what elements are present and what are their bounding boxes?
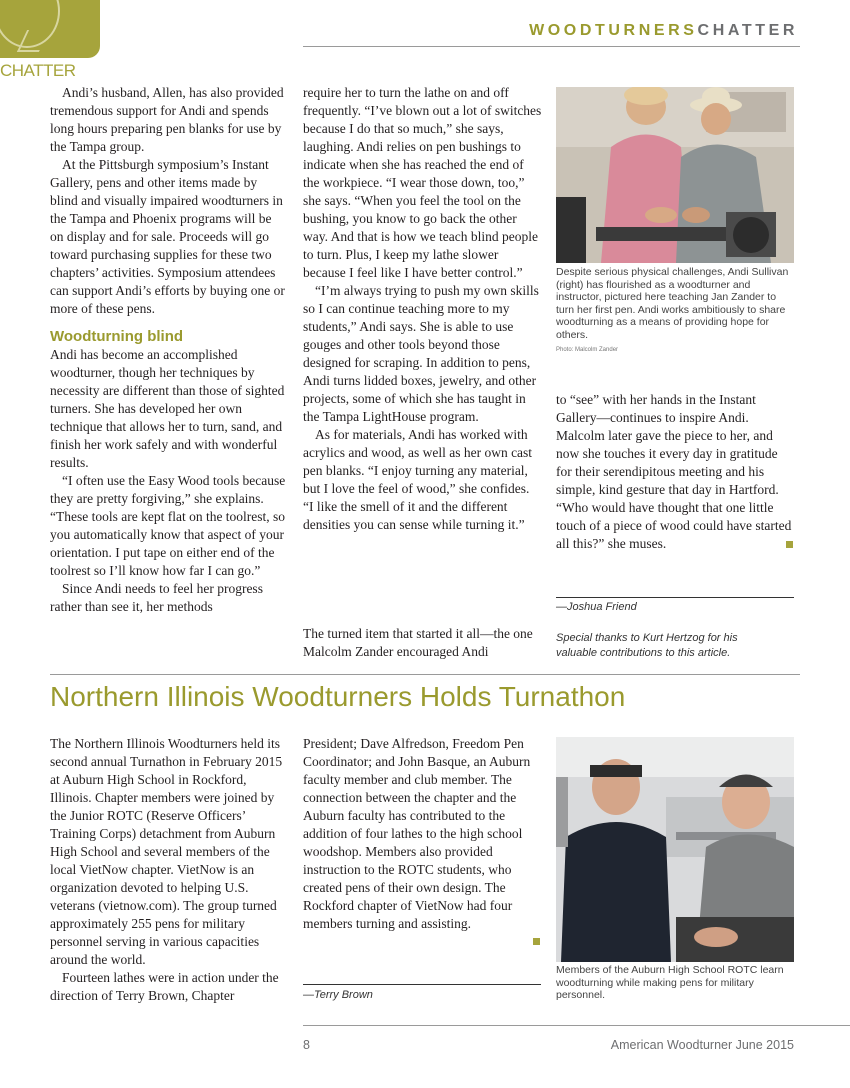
photo-credit: Photo: Malcolm Zander <box>556 347 619 353</box>
paragraph: “I often use the Easy Wood tools because they are pretty forgiving,” she explains. “These tools are kept flat on the toolrest, so you automatically know that aspect of your orientation. I put tape on either end of the toolrest so I’ll know how far I can go.” <box>50 473 286 578</box>
section-title-part1: WOODTURNERS <box>529 22 698 39</box>
photo-caption: Members of the Auburn High School ROTC learn woodturning while making pens for military personnel. <box>556 964 784 1001</box>
article1-column1 <box>50 84 286 616</box>
subheading: Woodturning blind <box>50 328 184 345</box>
signature-rule <box>556 597 794 598</box>
paragraph: to “see” with her hands in the Instant Gallery—continues to inspire Andi. Malcolm later gave the piece to her, and now she touches it every day in gratitude for their serendipitous meeting and his simple, kind gesture that day in Hartford. “Who would have thought that one little touch of a piece of wood could have started all this?” she muses. <box>556 392 792 551</box>
article1-column3 <box>556 391 796 553</box>
paragraph: At the Pittsburgh symposium’s Instant Gallery, pens and other items made by blind and visually impaired woodturners in the Tampa and Phoenix programs will be on display and for sale. Proceeds will go toward purchasing supplies for these two chapters’ activities. Symposium attendees can support Andi’s efforts by buying one or more of these pens. <box>50 157 285 316</box>
paragraph: President; Dave Alfredson, Freedom Pen Coordinator; and John Basque, an Auburn faculty member and club member. The connection between the chapter and the Auburn faculty has contributed to the addition of four lathes to the high school woodshop. Members also provided instruction to the ROTC students, who created pens of their own design. The Rockford chapter of VietNow had four members turning and assisting. <box>303 736 531 931</box>
article1-column2 <box>303 84 543 534</box>
author-signature: —Joshua Friend <box>556 601 637 613</box>
paragraph: “I’m always trying to push my own skills so I can continue teaching more to my students,” Andi says. She is able to use gouges and other tools beyond those designed for scraping. In addition to pens, Andi turns lidded boxes, jewelry, and other projects, some of which she has taught in the Tampa LightHouse program. <box>303 283 539 424</box>
publication-info: American Woodturner June 2015 <box>610 1038 794 1052</box>
rotc-students-photo <box>556 737 794 962</box>
paragraph: As for materials, Andi has worked with acrylics and wood, as well as her own cast pen blanks. “I enjoy turning any material, but I love the feel of wood,” she confides. “I like the smell of it and the different densities you can sense while turning it.” <box>303 427 533 532</box>
footer-divider <box>303 1025 850 1026</box>
section-title-part2: CHATTER <box>697 22 798 39</box>
author-signature: —Terry Brown <box>303 989 373 1001</box>
page-number: 8 <box>303 1038 310 1052</box>
article2-column1 <box>50 735 286 1005</box>
paragraph: Since Andi needs to feel her progress rather than see it, her methods <box>50 581 263 614</box>
paragraph: Fourteen lathes were in action under the direction of Terry Brown, Chapter <box>50 970 279 1003</box>
article-headline: Northern Illinois Woodturners Holds Turnathon <box>50 681 626 712</box>
article2-column2 <box>303 735 543 933</box>
paragraph: require her to turn the lathe on and off frequently. “I’ve blown out a lot of switches because I do that so much,” she says, laughing. Andi relies on pen bushings to indicate when she has reached the end of the workpiece. “I wear those down, too,” she says. “When you feel the tool on the bushing, you know to go back the other way. And that is how we teach blind people to turn. Plus, I keep my lathe slower because I feel like I have better control.” <box>303 85 542 280</box>
paragraph: Andi has become an accomplished woodturner, though her techniques by necessity are different than those of sighted turners. She has developed her own technique that allows her to turn, sand, and finish her work safely and with wonderful results. <box>50 347 285 470</box>
acknowledgement: Special thanks to Kurt Hertzog for his valuable contributions to this article. <box>556 632 738 659</box>
photo-caption: Despite serious physical challenges, Andi Sullivan (right) has flourished as a woodturner and instructor, pictured here teaching Jan Zander to turn her first pen. Andi works ambitiously to share woodturning as a means of providing hope for others. <box>556 266 789 341</box>
speech-bubble-icon <box>0 0 100 58</box>
paragraph: Andi’s husband, Allen, has also provided tremendous support for Andi and spends long hours preparing pen blanks for use by the Tampa group. <box>50 85 284 154</box>
header-divider <box>303 46 800 47</box>
signature-rule <box>303 984 541 985</box>
section-divider <box>50 674 800 675</box>
paragraph: The Northern Illinois Woodturners held its second annual Turnathon in February 2015 at Auburn High School in Rockford, Illinois. Chapter members were joined by the Junior ROTC (Reserve Officers’ Training Corps) detachment from Auburn High School and several members of the local VietNow chapter. VietNow is an organization devoted to helping U.S. veterans (vietnow.com). The group turned approximately 255 pens for military personnel serving in various capacities around the world. <box>50 736 283 967</box>
end-mark-icon <box>786 541 793 548</box>
lathe-teaching-photo <box>556 87 794 263</box>
logo-text: CHATTER <box>0 61 76 80</box>
article1-column2-continued <box>303 625 543 661</box>
paragraph: The turned item that started it all—the one Malcolm Zander encouraged Andi <box>303 626 533 659</box>
section-title <box>529 22 798 40</box>
end-mark-icon <box>533 938 540 945</box>
